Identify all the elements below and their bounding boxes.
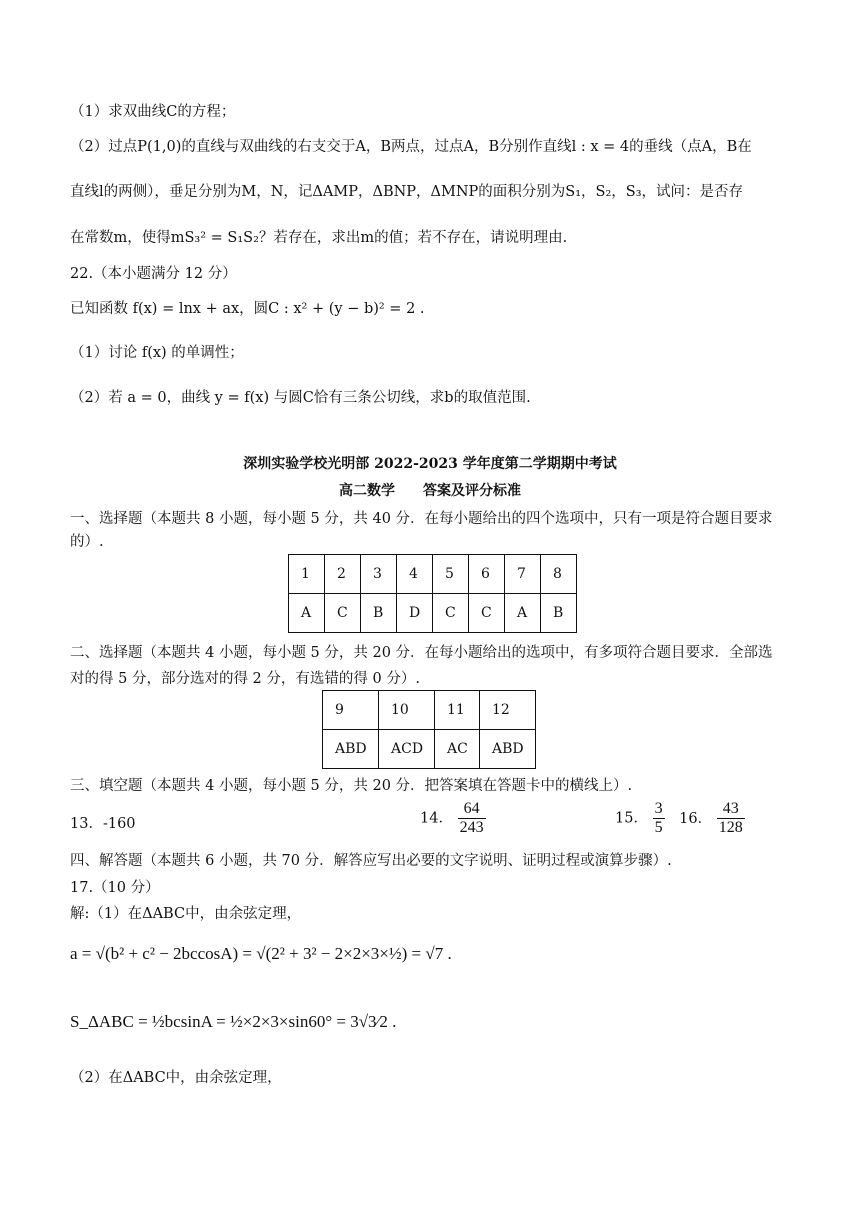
table-cell: 1: [289, 555, 325, 594]
answer-15: [615, 800, 745, 837]
denominator: 5: [654, 819, 663, 836]
table-row: [289, 555, 577, 594]
answer-14-label: 14．: [420, 810, 453, 827]
table-cell: ABD: [480, 730, 536, 769]
table-cell: 8: [541, 555, 577, 594]
answer-title: 深圳实验学校光明部 2022-2023 学年度第二学期期中考试: [243, 456, 617, 472]
answer-14-fraction: [458, 800, 486, 837]
section2-text-line1: 二、选择题（本题共 4 小题，每小题 5 分，共 20 分．在每小题给出的选项中，有多项符合题目要求．全部选: [70, 645, 773, 661]
table-cell: D: [397, 594, 433, 633]
table-row: [323, 730, 536, 769]
answer-15-label: 15．: [615, 810, 648, 827]
table-row: [289, 594, 577, 633]
q17-header: 17.（10 分）: [70, 880, 160, 896]
q21-part2-line3: 在常数m，使得mS₃² = S₁S₂？若存在，求出m的值；若不存在，请说明理由.: [70, 230, 568, 246]
table-cell: 12: [480, 691, 536, 730]
denominator: 128: [718, 819, 743, 836]
q22-header: 22.（本小题满分 12 分）: [70, 266, 237, 282]
section1-text-line2: 的）.: [70, 534, 104, 550]
table-cell: A: [289, 594, 325, 633]
table-cell: 7: [505, 555, 541, 594]
table-cell: 3: [361, 555, 397, 594]
table-cell: C: [469, 594, 505, 633]
section3-text: 三、填空题（本题共 4 小题，每小题 5 分，共 20 分．把答案填在答题卡中的横线上）.: [70, 778, 633, 794]
section2-answer-table: [322, 690, 536, 769]
answer-16-fraction: [717, 800, 745, 837]
numerator: 3: [654, 800, 663, 817]
numerator: 64: [458, 800, 486, 819]
q21-part2-line2: 直线l的两侧），垂足分别为M，N，记ΔAMP，ΔBNP，ΔMNP的面积分别为S₁，S₂，S₃，试问：是否存: [70, 184, 744, 200]
table-cell: AC: [435, 730, 480, 769]
equation-side-a: a = √(b² + c² − 2bccosA) = √(2² + 3² − 2×2×3×½) = √7 .: [70, 944, 452, 963]
answer-subtitle: 高二数学 答案及评分标准: [339, 483, 521, 499]
table-cell: 10: [379, 691, 435, 730]
table-cell: 2: [325, 555, 361, 594]
table-cell: 5: [433, 555, 469, 594]
answer-13: 13．-160: [70, 816, 136, 832]
table-cell: ACD: [379, 730, 435, 769]
table-cell: A: [505, 594, 541, 633]
section1-answer-table: [288, 554, 577, 633]
q17-solution-step2: （2）在ΔABC中，由余弦定理，: [70, 1070, 282, 1086]
answer-16-label: 16．: [679, 810, 713, 827]
denominator: 243: [459, 819, 484, 836]
section1-text-line1: 一、选择题（本题共 8 小题，每小题 5 分，共 40 分．在每小题给出的四个选项中，只有一项是符合题目要求: [70, 511, 773, 527]
table-cell: 9: [323, 691, 379, 730]
table-cell: B: [361, 594, 397, 633]
q22-part1: （1）讨论 f(x) 的单调性；: [70, 345, 244, 361]
table-cell: B: [541, 594, 577, 633]
answer-14: [420, 800, 486, 837]
table-cell: C: [325, 594, 361, 633]
section4-text: 四、解答题（本题共 6 小题，共 70 分．解答应写出必要的文字说明、证明过程或演算步骤）.: [70, 853, 672, 869]
q21-part2-line1: （2）过点P(1,0)的直线与双曲线的右支交于A，B两点，过点A，B分别作直线l : x = 4的垂线（点A，B在: [70, 139, 752, 155]
q22-stem: 已知函数 f(x) = lnx + ax，圆C : x² + (y − b)² = 2 .: [70, 301, 425, 317]
numerator: 43: [717, 800, 745, 819]
q22-part2: （2）若 a = 0，曲线 y = f(x) 与圆C恰有三条公切线，求b的取值范围.: [70, 390, 531, 406]
table-row: [323, 691, 536, 730]
equation-area: S_ΔABC = ½bcsinA = ½×2×3×sin60° = 3√3⁄2 .: [70, 1012, 397, 1031]
table-cell: ABD: [323, 730, 379, 769]
q21-part1: （1）求双曲线C的方程；: [70, 104, 236, 120]
table-cell: 4: [397, 555, 433, 594]
answer-15-fraction: [653, 800, 665, 837]
section2-text-line2: 对的得 5 分，部分选对的得 2 分，有选错的得 0 分）.: [70, 671, 420, 687]
q17-solution-step1: 解:（1）在ΔABC中，由余弦定理，: [70, 906, 302, 922]
table-cell: 6: [469, 555, 505, 594]
table-cell: C: [433, 594, 469, 633]
table-cell: 11: [435, 691, 480, 730]
